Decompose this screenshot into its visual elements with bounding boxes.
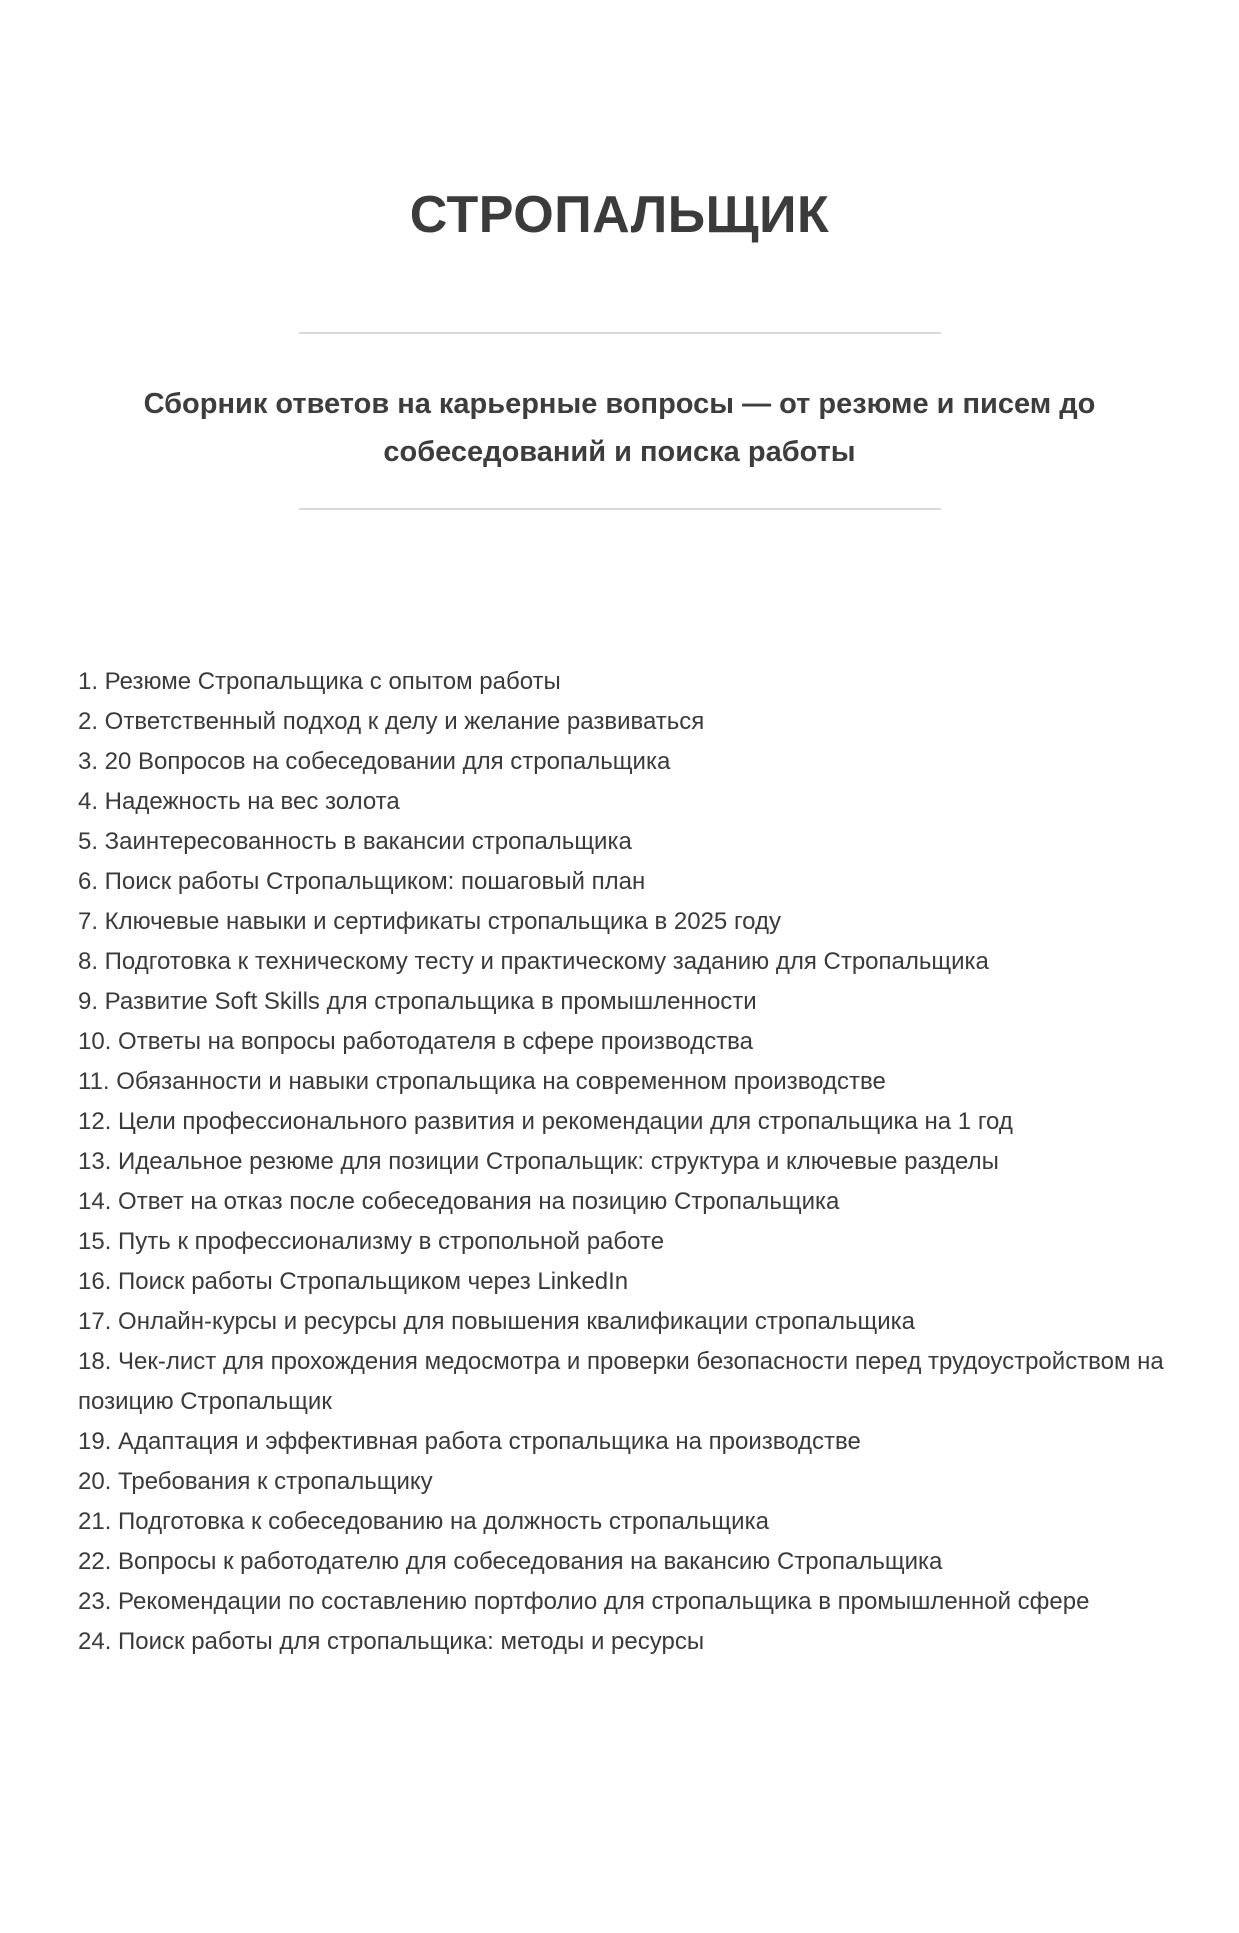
toc-item: 21. Подготовка к собеседованию на должность стропальщика — [78, 1508, 769, 1535]
toc-item: 14. Ответ на отказ после собеседования на позицию Стропальщика — [78, 1188, 840, 1215]
toc-item: 1. Резюме Стропальщика с опытом работы — [78, 668, 561, 695]
toc-item: 17. Онлайн-курсы и ресурсы для повышения квалификации стропальщика — [78, 1308, 915, 1335]
toc-item: 13. Идеальное резюме для позиции Стропальщик: структура и ключевые разделы — [78, 1148, 999, 1175]
toc-item: 22. Вопросы к работодателю для собеседования на вакансию Стропальщика — [78, 1548, 943, 1575]
toc-item: 24. Поиск работы для стропальщика: методы и ресурсы — [78, 1628, 705, 1655]
divider-top — [299, 332, 941, 334]
toc-item: 9. Развитие Soft Skills для стропальщика в промышленности — [78, 988, 757, 1015]
toc-item: 6. Поиск работы Стропальщиком: пошаговый план — [78, 868, 646, 895]
toc-item: 18. Чек-лист для прохождения медосмотра и проверки безопасности перед трудоустройством на позицию Стропальщик — [78, 1348, 1164, 1415]
toc-item: 10. Ответы на вопросы работодателя в сфере производства — [78, 1028, 754, 1055]
toc-list — [78, 662, 1168, 1662]
toc-item: 4. Надежность на вес золота — [78, 788, 400, 815]
toc-item: 5. Заинтересованность в вакансии стропальщика — [78, 828, 632, 855]
toc-item: 7. Ключевые навыки и сертификаты стропальщика в 2025 году — [78, 908, 781, 935]
toc-item: 16. Поиск работы Стропальщиком через LinkedIn — [78, 1268, 629, 1295]
divider-bottom — [299, 508, 941, 510]
toc-item: 19. Адаптация и эффективная работа стропальщика на производстве — [78, 1428, 861, 1455]
toc-item: 20. Требования к стропальщику — [78, 1468, 433, 1495]
toc-item: 23. Рекомендации по составлению портфолио для стропальщика в промышленной сфере — [78, 1588, 1090, 1615]
page-title: СТРОПАЛЬЩИК — [409, 186, 830, 244]
toc-item: 11. Обязанности и навыки стропальщика на современном производстве — [78, 1068, 886, 1095]
toc-item: 2. Ответственный подход к делу и желание развиваться — [78, 708, 705, 735]
document-page — [0, 180, 1239, 1933]
toc-item: 3. 20 Вопросов на собеседовании для стропальщика — [78, 748, 671, 775]
toc-item: 8. Подготовка к техническому тесту и практическому заданию для Стропальщика — [78, 948, 989, 975]
page-subtitle: Сборник ответов на карьерные вопросы — от резюме и писем до собеседований и поиска работы — [143, 388, 1096, 468]
toc-item: 15. Путь к профессионализму в стропольной работе — [78, 1228, 665, 1255]
toc-item: 12. Цели профессионального развития и рекомендации для стропальщика на 1 год — [78, 1108, 1013, 1135]
